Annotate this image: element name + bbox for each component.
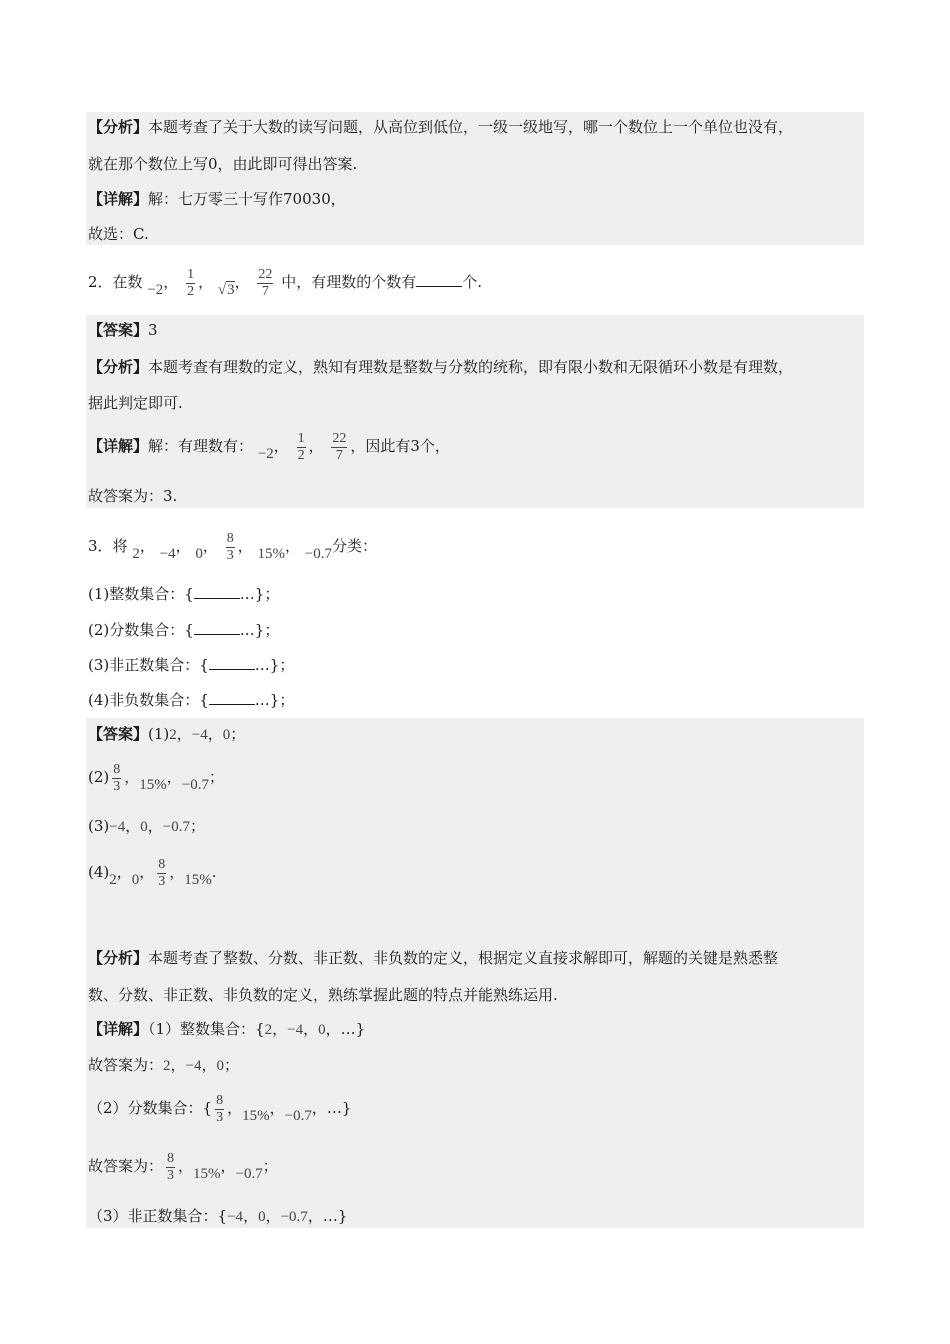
denominator: 2: [187, 283, 195, 299]
separator: ，: [227, 1099, 243, 1117]
answer-label: (3): [88, 817, 110, 835]
detail-text: （1）整数集合：{: [148, 1020, 265, 1038]
denominator: 3: [167, 1167, 175, 1183]
denominator: 3: [158, 873, 166, 889]
sub-question-end: …}；: [254, 656, 295, 674]
sub-question-end: …}；: [239, 585, 280, 603]
math-value: −4: [185, 1058, 202, 1074]
detail-line: [88, 1019, 365, 1040]
separator: ；: [230, 725, 246, 743]
detail-text: （3）非正数集合：{: [88, 1207, 228, 1225]
separator: ，: [139, 863, 155, 881]
math-value: −0.7: [181, 777, 209, 793]
final-line: [88, 486, 177, 506]
choice-line: [88, 224, 149, 244]
analysis-text: 本题考查了整数、分数、非正数、非负数的定义，根据定义直接求解即可，解题的关键是熟悉整: [148, 949, 779, 967]
final-line: [88, 1146, 278, 1187]
numerator: 8: [216, 1092, 224, 1108]
math-value: −4: [287, 1022, 304, 1038]
analysis-line: [88, 154, 357, 174]
numerator: 8: [226, 530, 234, 546]
sub-question-3: [88, 655, 294, 675]
question-text: 2．在数: [88, 273, 143, 291]
separator: .: [211, 863, 217, 881]
final-answer: 故答案为：3.: [88, 487, 178, 505]
detail-tag: 【详解】: [88, 437, 149, 455]
answer-tag: 【答案】: [88, 321, 149, 339]
numerator: 8: [113, 761, 121, 777]
detail-line: [88, 426, 450, 467]
math-value: 15%: [242, 1108, 270, 1124]
separator: ，: [269, 1099, 285, 1117]
choice-text: 故选：C.: [88, 225, 149, 243]
analysis-line: [88, 948, 778, 968]
separator: ；: [224, 1056, 240, 1074]
analysis-tag: 【分析】: [88, 358, 149, 376]
denominator: 3: [113, 778, 121, 794]
question-3: [88, 526, 377, 567]
analysis-tag: 【分析】: [88, 118, 149, 136]
fraction: [226, 531, 235, 564]
detail-text: 解：有理数有：: [148, 437, 254, 455]
separator: ，: [237, 537, 253, 555]
numerator: 22: [332, 430, 347, 446]
sub-question-1: [88, 584, 279, 604]
separator: ，: [176, 725, 192, 743]
math-value: −4: [227, 1209, 244, 1225]
analysis-text: 就在那个数位上写0，由此即可得出答案.: [88, 155, 358, 173]
separator: ，: [116, 863, 132, 881]
analysis-text: 数、分数、非正数、非负数的定义，熟练掌握此题的特点并能熟练运用.: [88, 986, 558, 1004]
answer-label: (2): [88, 768, 110, 786]
question-text: 分类：: [332, 537, 378, 555]
numerator: 8: [158, 856, 166, 872]
detail-line: [88, 1088, 351, 1129]
separator: ，: [243, 1207, 259, 1225]
analysis-text: 本题考查有理数的定义，熟知有理数是整数与分数的统称，即有限小数和无限循环小数是有理数，: [148, 358, 794, 376]
final-prefix: 故答案为：: [88, 1157, 164, 1175]
fraction: [257, 267, 273, 300]
separator: ，: [175, 537, 191, 555]
detail-line: [88, 189, 346, 209]
sub-question-end: …}；: [254, 691, 295, 709]
math-value: 0: [216, 1058, 225, 1074]
numerator: 1: [297, 430, 305, 446]
sub-question-text: (3)非正数集合：{: [88, 656, 209, 674]
separator: ，: [124, 768, 140, 786]
square-root: √3: [217, 282, 235, 298]
separator: ，: [178, 1157, 194, 1175]
detail-text: ，…}: [311, 1099, 352, 1117]
math-value: 0: [140, 819, 148, 835]
math-value: −0.7: [284, 1108, 312, 1124]
numerator: 22: [258, 266, 273, 282]
fraction: [112, 762, 121, 795]
separator: ，: [303, 1020, 319, 1038]
answer-blank: [209, 657, 255, 670]
answer-blank: [416, 274, 462, 287]
detail-text: （2）分数集合：{: [88, 1099, 213, 1117]
math-value: −2: [147, 282, 164, 298]
denominator: 3: [226, 547, 234, 563]
math-value: −0.7: [235, 1166, 263, 1182]
math-value: 0: [222, 727, 231, 743]
answer-line: [88, 852, 217, 893]
math-value: 2: [132, 546, 140, 562]
separator: ，: [272, 1020, 288, 1038]
question-text: 个.: [462, 273, 482, 291]
denominator: 7: [257, 283, 273, 300]
answer-blank: [194, 622, 240, 635]
analysis-text: 本题考查了关于大数的读写问题，从高位到低位，一级一级地写，哪一个数位上一个单位也没有，: [148, 118, 794, 136]
separator: ，: [125, 817, 141, 835]
math-value: 2: [109, 872, 117, 888]
fraction: [157, 857, 166, 890]
answer-label: (1): [148, 725, 170, 743]
final-line: [88, 1055, 239, 1076]
math-value: −4: [159, 546, 176, 562]
detail-text: ，…}: [325, 1020, 366, 1038]
separator: ；: [262, 1157, 278, 1175]
answer-tag: 【答案】: [88, 725, 149, 743]
detail-tag: 【详解】: [88, 190, 149, 208]
separator: ，: [308, 437, 324, 455]
separator: ，: [201, 1056, 217, 1074]
separator: ，: [202, 537, 218, 555]
denominator: 2: [297, 447, 305, 463]
separator: ，: [139, 537, 155, 555]
detail-text: ，因此有3个，: [350, 437, 450, 455]
separator: ；: [189, 817, 205, 835]
fraction: [166, 1151, 175, 1184]
math-value: 2: [169, 727, 177, 743]
sub-question-end: …}；: [239, 621, 280, 639]
answer-line: [88, 757, 224, 798]
answer-line: [88, 320, 158, 340]
question-2: [88, 262, 482, 303]
separator: ，: [284, 537, 300, 555]
math-value: −4: [191, 727, 208, 743]
separator: ，: [273, 437, 289, 455]
fraction: [186, 267, 195, 300]
separator: ，: [166, 768, 182, 786]
fraction: [215, 1093, 224, 1126]
sub-question-2: [88, 620, 279, 640]
answer-blank: [209, 692, 255, 705]
math-value: −0.7: [304, 546, 332, 562]
separator: ，: [207, 725, 223, 743]
separator: ，: [265, 1207, 281, 1225]
math-value: 15%: [184, 872, 212, 888]
sub-question-4: [88, 690, 294, 710]
separator: ，: [198, 273, 214, 291]
analysis-line: [88, 985, 558, 1005]
denominator: 3: [216, 1109, 224, 1125]
math-value: −0.7: [280, 1209, 308, 1225]
math-value: 2: [163, 1058, 171, 1074]
separator: ，: [220, 1157, 236, 1175]
separator: ，: [163, 273, 179, 291]
separator: ，: [147, 817, 163, 835]
fraction: [331, 431, 347, 464]
answer-line: [88, 724, 245, 745]
analysis-text: 据此判定即可.: [88, 394, 183, 412]
math-value: 0: [131, 872, 140, 888]
detail-line: [88, 1206, 347, 1227]
math-value: −2: [257, 446, 274, 462]
analysis-tag: 【分析】: [88, 949, 149, 967]
math-value: 15%: [193, 1166, 221, 1182]
fraction: [297, 431, 306, 464]
separator: ，: [234, 273, 250, 291]
final-prefix: 故答案为：: [88, 1056, 164, 1074]
math-value: 2: [264, 1022, 273, 1038]
answer-blank: [194, 586, 240, 599]
radicand: 3: [227, 282, 235, 298]
numerator: 1: [187, 266, 195, 282]
separator: ，: [169, 863, 185, 881]
sub-question-text: (2)分数集合：{: [88, 621, 194, 639]
detail-tag: 【详解】: [88, 1020, 149, 1038]
numerator: 8: [167, 1150, 175, 1166]
math-value: 0: [258, 1209, 266, 1225]
denominator: 7: [331, 447, 347, 464]
math-value: 15%: [257, 546, 285, 562]
analysis-line: [88, 393, 183, 413]
math-value: −0.7: [162, 819, 190, 835]
separator: ，: [170, 1056, 186, 1074]
answer-label: (4): [88, 863, 110, 881]
question-text: 3．将: [88, 537, 128, 555]
detail-text: ，…}: [307, 1207, 348, 1225]
analysis-line: [88, 357, 793, 377]
math-value: 0: [195, 546, 203, 562]
solution-box-2: [86, 315, 864, 508]
math-value: −4: [109, 819, 126, 835]
separator: ；: [209, 768, 225, 786]
sub-question-text: (1)整数集合：{: [88, 585, 194, 603]
question-text: 中，有理数的个数有: [281, 273, 417, 291]
answer-value: 3: [148, 321, 158, 339]
math-value: 0: [318, 1022, 326, 1038]
answer-line: [88, 816, 205, 837]
sub-question-text: (4)非负数集合：{: [88, 691, 209, 709]
detail-text: 解：七万零三十写作70030，: [148, 190, 346, 208]
analysis-line: [88, 117, 793, 137]
math-value: 15%: [139, 777, 167, 793]
